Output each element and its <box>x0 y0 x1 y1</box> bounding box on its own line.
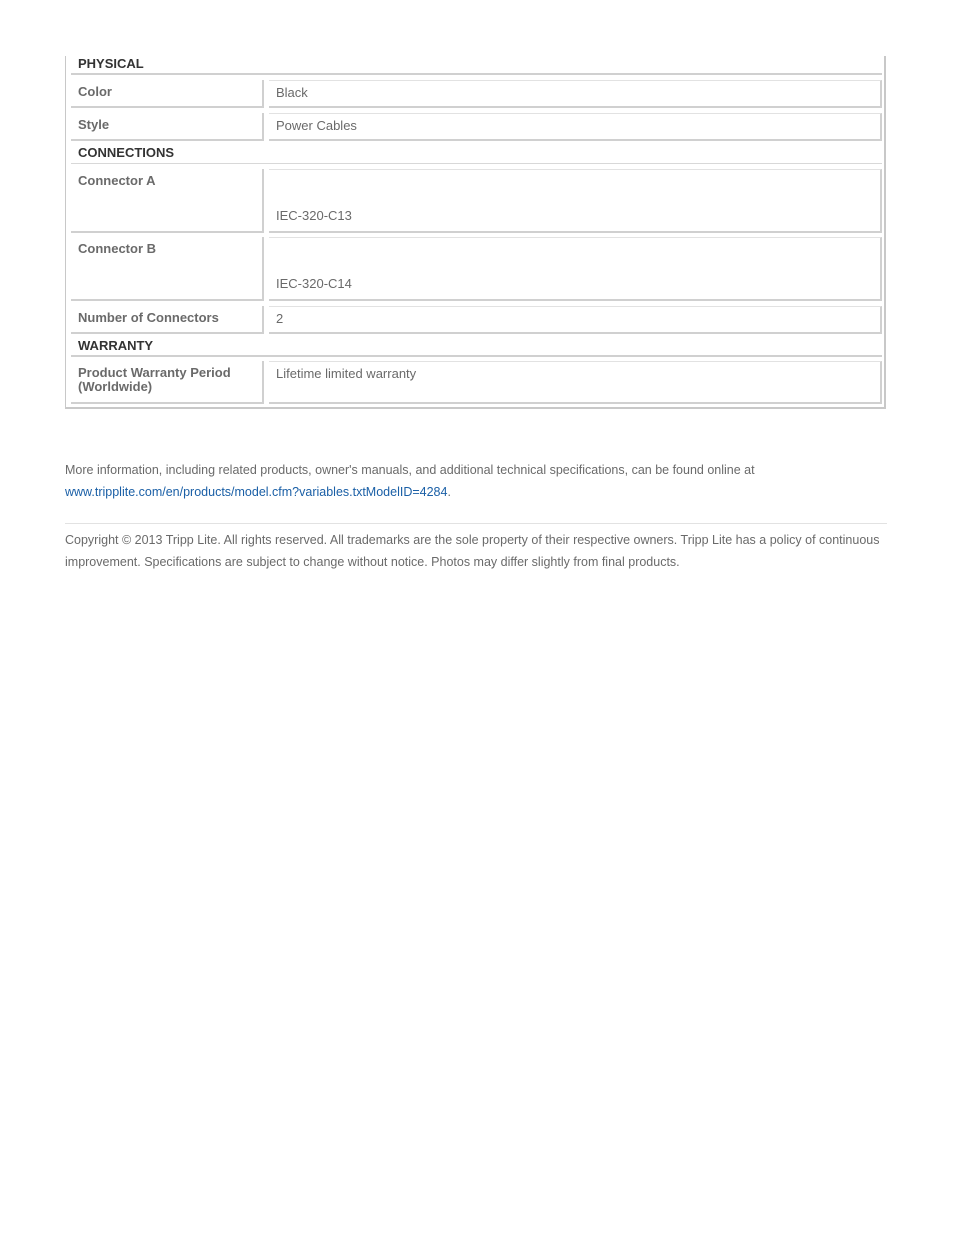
specifications-table <box>65 56 886 409</box>
section-header-physical: PHYSICAL <box>71 56 882 75</box>
product-page-link[interactable]: www.tripplite.com/en/products/model.cfm?variables.txtModelID=4284 <box>65 485 448 499</box>
spec-value-connector-b <box>269 237 882 301</box>
spec-value-color: Black <box>269 80 882 108</box>
spec-label-number-of-connectors: Number of Connectors <box>71 306 264 334</box>
spec-label-connector-b: Connector B <box>71 237 264 301</box>
spec-value-connector-a <box>269 169 882 233</box>
more-info-paragraph <box>65 459 887 503</box>
spec-value-warranty-period: Lifetime limited warranty <box>269 361 882 404</box>
more-info-suffix: . <box>447 485 451 499</box>
spec-value-connector-a-text: IEC-320-C13 <box>276 208 352 223</box>
spec-value-connector-b-text: IEC-320-C14 <box>276 276 352 291</box>
spec-label-warranty-period: Product Warranty Period (Worldwide) <box>71 361 264 404</box>
spec-value-number-of-connectors: 2 <box>269 306 882 334</box>
section-header-connections: CONNECTIONS <box>71 144 882 164</box>
footer-divider <box>65 523 887 524</box>
more-info-text: More information, including related products, owner's manuals, and additional technical specifications, can be found online at <box>65 463 755 477</box>
spec-value-style: Power Cables <box>269 113 882 141</box>
section-header-warranty: WARRANTY <box>71 337 882 357</box>
copyright-notice: Copyright © 2013 Tripp Lite. All rights reserved. All trademarks are the sole property of their respective owners. Tripp Lite has a policy of continuous improvement. Specifications are subject to change without notice. Photos may differ slightly from final products. <box>65 533 880 569</box>
spec-label-color: Color <box>71 80 264 108</box>
spec-label-style: Style <box>71 113 264 141</box>
spec-label-connector-a: Connector A <box>71 169 264 233</box>
